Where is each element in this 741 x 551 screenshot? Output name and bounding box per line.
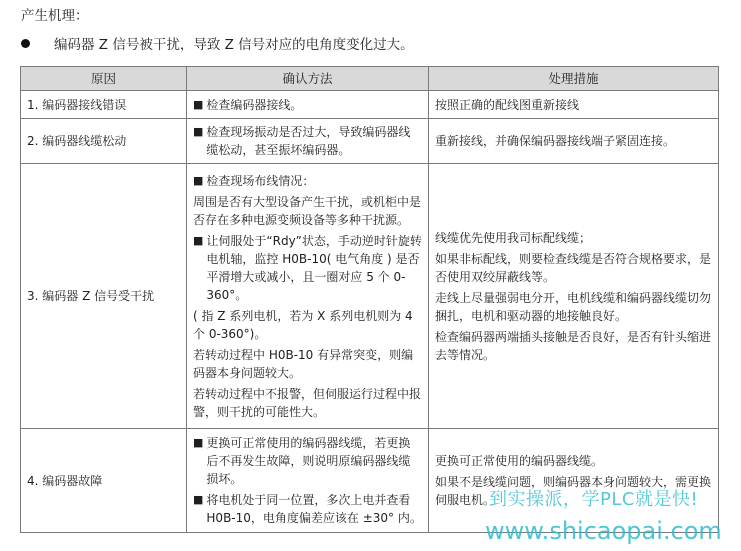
check-text: 让伺服处于“Rdy”状态，手动逆时针旋转电机轴，监控 H0B-10( 电气角度 ) 是否平滑增大或减小，且一圈对应 5 个 0-360°。	[206, 233, 422, 302]
checkbox-square-icon: ■	[193, 125, 204, 138]
action-cell	[429, 164, 719, 429]
cause-cell: 2. 编码器线缆松动	[21, 119, 187, 164]
check-cell	[187, 91, 429, 119]
check-cell	[187, 119, 429, 164]
bullet-dot-icon	[21, 39, 30, 48]
action-cell: 重新接线，并确保编码器接线端子紧固连接。	[429, 119, 719, 164]
header-cause: 原因	[21, 67, 187, 91]
check-text: 周围是否有大型设备产生干扰，或机柜中是否存在多种电源变频设备等多种干扰源。	[193, 194, 422, 227]
watermark-url: www.shicaopai.com	[485, 517, 722, 545]
table-row	[21, 164, 719, 429]
check-cell	[187, 429, 429, 533]
action-text: 如果不是线缆问题，则编码器本身问题较大，需更换伺服电机。	[435, 475, 712, 507]
table-row	[21, 119, 719, 164]
check-text: 将电机处于同一位置，多次上电并查看 H0B-10，电角度偏差应该在 ±30° 内。	[206, 493, 422, 525]
troubleshooting-table	[20, 66, 719, 533]
checkbox-square-icon: ■	[193, 97, 204, 111]
action-text: 更换可正常使用的编码器线缆。	[435, 454, 604, 468]
check-text: 检查现场布线情况：	[206, 173, 315, 188]
section-heading: 产生机理：	[21, 8, 89, 24]
mechanism-bullet	[21, 33, 414, 53]
action-text: 如果非标配线，则要检查线缆是否符合规格要求，是否使用双绞屏蔽线等。	[435, 251, 712, 284]
checkbox-square-icon: ■	[193, 173, 204, 187]
cause-cell: 1. 编码器接线错误	[21, 91, 187, 119]
check-text: 更换可正常使用的编码器线缆，若更换后不再发生故障，则说明原编码器线缆损坏。	[206, 436, 411, 486]
table-header-row	[21, 67, 719, 91]
mechanism-text: 编码器 Z 信号被干扰，导致 Z 信号对应的电角度变化过大。	[54, 37, 414, 53]
action-text: 线缆优先使用我司标配线缆；	[435, 230, 592, 245]
check-cell	[187, 164, 429, 429]
action-cell: 按照正确的配线图重新接线	[429, 91, 719, 119]
checkbox-square-icon: ■	[193, 493, 204, 506]
header-action: 处理措施	[429, 67, 719, 91]
cause-cell: 3. 编码器 Z 信号受干扰	[21, 164, 187, 429]
check-text: 检查编码器接线。	[206, 97, 303, 112]
check-text: 若转动过程中不报警，但伺服运行过程中报警，则干扰的可能性大。	[193, 386, 422, 419]
header-check: 确认方法	[187, 67, 429, 91]
watermark-slogan: 到实操派，学PLC就是快!	[489, 489, 699, 510]
check-text: ( 指 Z 系列电机，若为 X 系列电机则为 4 个 0-360°)。	[193, 308, 413, 341]
table-row	[21, 91, 719, 119]
action-text: 检查编码器两端插头接触是否良好，是否有针头缩进去等情况。	[435, 329, 712, 362]
checkbox-square-icon: ■	[193, 436, 204, 449]
check-text: 若转动过程中 H0B-10 有异常突变，则编码器本身问题较大。	[193, 347, 414, 380]
checkbox-square-icon: ■	[193, 233, 204, 247]
cause-cell: 4. 编码器故障	[21, 429, 187, 533]
action-text: 走线上尽量强弱电分开，电机线缆和编码器线缆切勿捆扎，电机和驱动器的地接触良好。	[435, 290, 712, 323]
check-text: 检查现场振动是否过大，导致编码器线缆松动，甚至振坏编码器。	[206, 125, 411, 157]
